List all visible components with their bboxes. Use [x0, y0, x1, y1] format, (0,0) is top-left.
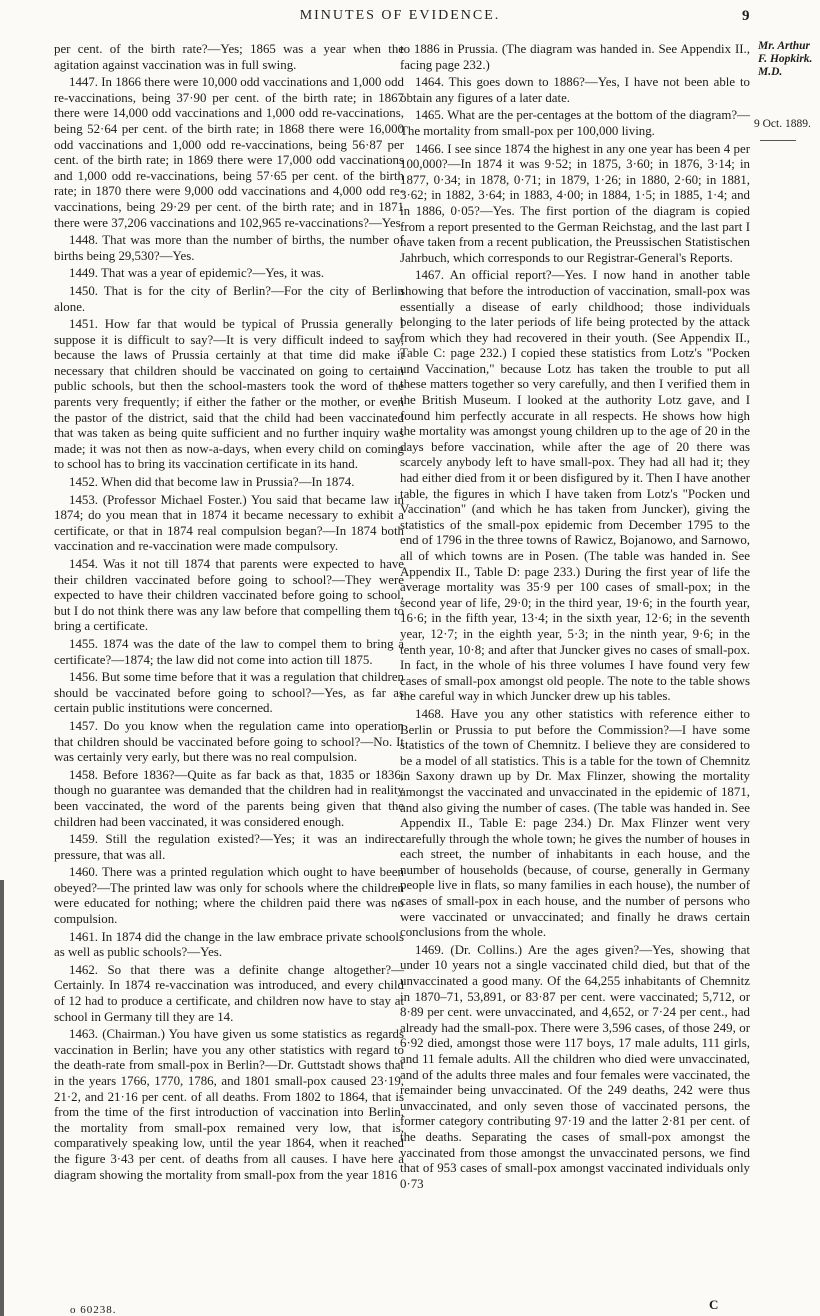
paragraph: 1469. (Dr. Collins.) Are the ages given?—Yes, showing that under 10 years not a single vaccinated child died, but that of the unvaccinated a good many. Of the 64,255 inhabitants of Chemnitz in 1870–71, 53,891, or 83·87 per cent. were vaccinated; 5,712, or 8·89 per cent. were unvaccinated, and 4,652, or 7·24 per cent., had already had the small-pox. There were 3,596 cases, of those 249, or 6·92 died, amongst those were 117 boys, 17 male adults, 111 girls, and 11 female adults. All the children who died were unvaccinated, and of the adults three males and four females were vaccinated, the remainder being unvaccinated. Of the 249 deaths, 242 were thus unvaccinated, and only seven those of vaccinated persons, the former category contributing 97·19 and the latter 2·81 per cent. of the deaths. Separating the cases of small-pox amongst the vaccinated from those amongst the unvaccinated persons, we find that of 953 cases of small-pox amongst vaccinated individuals only 0·73 [400, 942, 750, 1191]
signature-mark: C [709, 1297, 719, 1312]
margin-rule [760, 140, 796, 141]
paragraph: 1448. That was more than the number of births, the number of births being 29,530?—Yes. [54, 233, 404, 263]
binding-shadow [0, 880, 4, 1316]
page-number: 9 [742, 8, 750, 24]
date-margin-note: 9 Oct. 1889. [754, 118, 811, 130]
paragraph: 1450. That is for the city of Berlin?—For the city of Berlin alone. [54, 283, 404, 314]
running-head: MINUTES OF EVIDENCE. [299, 8, 501, 23]
paragraph: 1458. Before 1836?—Quite as far back as that, 1835 or 1836, though no guarantee was demanded that the children had in reality been vaccinated, the word of the parents being given that the children had been vaccinated, it was considered enough. [54, 767, 404, 829]
paragraph: 1462. So that there was a definite change altogether?—Certainly. In 1874 re-vaccination was introduced, and every child of 12 had to produce a certificate, and children now have to stay at school in Germany till they are 14. [54, 962, 404, 1024]
right-column [400, 42, 750, 1194]
left-column [54, 42, 404, 1185]
paragraph: 1449. That was a year of epidemic?—Yes, it was. [69, 266, 325, 281]
paragraph: to 1886 in Prussia. (The diagram was handed in. See Appendix II., facing page 232.) [400, 42, 750, 72]
paragraph: per cent. of the birth rate?—Yes; 1865 was a year when the agitation against vaccination was in full swing. [54, 42, 404, 72]
paragraph: 1454. Was it not till 1874 that parents were expected to have their children vaccinated before going to school?—They were expected to have their children vaccinated before going to school, but I do not think there was any law before that compelling them to bring a certificate. [54, 557, 404, 634]
paragraph: 1463. (Chairman.) You have given us some statistics as regards vaccination in Berlin; have you any other statistics with regard to the death-rate from small-pox in Berlin?—Dr. Guttstadt shows that in the years 1766, 1770, 1786, and 1801 small-pox caused 23·19, 21·2, and 21·16 per cent. of all deaths. From 1802 to 1864, that is from the time of the first introduction of vaccination into Berlin, the mortality from small-pox remained very low, that is, comparatively speaking low, until the year 1864, when it reached the figure 3·43 per cent. of deaths from all causes. I have here a diagram showing the mortality from small-pox from the year 1816 [54, 1027, 404, 1182]
paragraph: 1468. Have you any other statistics with reference either to Berlin or Prussia to put before the Commission?—I have some statistics of the town of Chemnitz. I believe they are considered to be a model of all statistics. This is a table for the town of Chemnitz in Saxony drawn up by Dr. Max Flinzer, showing the mortality amongst the vaccinated and unvaccinated in the epidemic of 1871, and also giving the number of cases. (The table was handed in. See Appendix II., Table E: page 234.) Dr. Max Flinzer went very carefully through the whole town; he gives the number of houses in each street, the number of inhabitants in each house, and the number of households (because, of course, generally in Germany people live in flats, so many families in each house), the number of cases of small-pox in each house, and the number of persons who were vaccinated or unvaccinated; and finally he draws certain conclusions from the whole. [400, 706, 750, 940]
print-code: o 60238. [70, 1304, 117, 1316]
paragraph: 1465. What are the per-centages at the bottom of the diagram?—The mortality from small-pox per 100,000 living. [400, 108, 750, 138]
paragraph: 1464. This goes down to 1886?—Yes, I have not been able to obtain any figures of a later date. [400, 75, 750, 105]
paragraph: 1467. An official report?—Yes. I now hand in another table showing that before the introduction of vaccination, small-pox was essentially a disease of early childhood; those individuals belonging to the later periods of life being protected by the attack from which they had recovered in their youth. (See Appendix II., Table C: page 232.) I copied these statistics from Lotz's "Pocken und Vaccination," because Lotz has taken the trouble to put all these matters together so very carefully, and then I verified them in the British Museum. I looked at the authority Lotz gave, and I found him perfectly accurate in all respects. He shows how high the mortality was amongst young children up to the age of 20 in the days before vaccination, while after the age of 20 there was scarcely anybody left to have small-pox. They had all had it; they had either died from it or been disfigured by it. Then I have another table, the figures in which I have taken from Lotz's "Pocken und Vaccination" (and which he has taken from Juncker), giving the statistics of the small-pox epidemic from December 1795 to the end of 1796 in the three towns of Rawicz, Bojanowo, and Sarnowo, all of which towns are in Posen. (The table was handed in. See Appendix II., Table D: page 233.) During the first year of life the average mortality was 35·9 per 100 cases of small-pox; in the second year of life, 29·0; in the third year, 19·6; in the fourth year, 16·6; in the fifth year, 13·4; in the sixth year, 12·6; in the seventh year, 12·7; in the eighth year, 5·3; in the ninth year, 9·6; in the tenth year, 10·8; and after that Juncker gives no cases of small-pox. In fact, in the whole of his three volumes I have found very few cases of small-pox amongst old people. The note to the table shows the careful way in which Juncker drew up his tables. [400, 268, 750, 704]
paragraph: 1457. Do you know when the regulation came into operation that children should be vaccinated before going to school?—No. It was certainly very early, but there was no real compulsion. [54, 718, 404, 765]
witness-margin-note: Mr. Arthur F. Hopkirk. M.D. [758, 40, 813, 78]
paragraph: 1451. How far that would be typical of Prussia generally I suppose it is difficult to say?—It is very difficult indeed to say, because the laws of Prussia certainly at that time did make it necessary that children should be vaccinated on going to certain public schools, but then the school-masters took the word of the parents very frequently; if either the father or the mother, or even the pastor of the district, said that the child had been vaccinated that was taken as being quite sufficient and no further inquiry was made; it was not then as now-a-days, when every child on coming to school has to bring its vaccination certificate in its hand. [54, 317, 404, 472]
paragraph: 1460. There was a printed regulation which ought to have been obeyed?—The printed law was only for schools where the children were educated for nothing; where the children paid there was no compulsion. [54, 865, 404, 927]
paragraph: 1456. But some time before that it was a regulation that children should be vaccinated before going to school?—Yes, as far as certain public institutions were concerned. [54, 670, 404, 716]
paragraph: 1455. 1874 was the date of the law to compel them to bring a certificate?—1874; the law did not come into action till 1875. [54, 636, 404, 667]
paragraph: 1453. (Professor Michael Foster.) You said that became law in 1874; do you mean that in 1874 it became necessary to exhibit a certificate, or that in 1874 real compulsion began?—In 1874 both vaccination and re-vaccination were made compulsory. [54, 492, 404, 554]
paragraph: 1459. Still the regulation existed?—Yes; it was an indirect pressure, that was all. [54, 832, 404, 862]
paragraph: 1461. In 1874 did the change in the law embrace private schools as well as public schools?—Yes. [54, 929, 404, 960]
paragraph: 1447. In 1866 there were 10,000 odd vaccinations and 1,000 odd re-vaccinations, being 37·90 per cent. of the birth rate; in 1867 there were 14,000 odd vaccinations and 1,000 odd re-vaccinations, being 52·64 per cent. of the birth rate; in 1868 there were 16,000 odd vaccinations and 1,000 odd re-vaccinations, being 56·87 per cent. of the birth rate; in 1869 there were 17,000 odd vaccinations and 1,000 odd re-vaccinations, being 57·65 per cent. of the birth rate; in 1870 there were 9,000 odd vaccinations and 4,000 odd re-vaccinations, being 29·29 per cent. of the birth rate; and in 1871 there were 37,206 vaccinations and 102,965 re-vaccinations?—Yes. [54, 75, 404, 230]
paragraph: 1452. When did that become law in Prussia?—In 1874. [69, 475, 355, 490]
paragraph: 1466. I see since 1874 the highest in any one year has been 4 per 100,000?—In 1874 it was 9·52; in 1875, 3·60; in 1876, 3·14; in 1877, 0·34; in 1878, 0·71; in 1879, 1·26; in 1880, 2·60; in 1881, 3·62; in 1882, 3·64; in 1883, 4·00; in 1884, 1·5; in 1885, 1·4; and in 1886, 0·05?—Yes. The first portion of the diagram is copied from a report presented to the German Reichstag, and the last part I have taken from a recent publication, the Preussischen Statistischen Jahrbuch, which corresponds to our Registrar-General's Reports. [400, 141, 750, 265]
